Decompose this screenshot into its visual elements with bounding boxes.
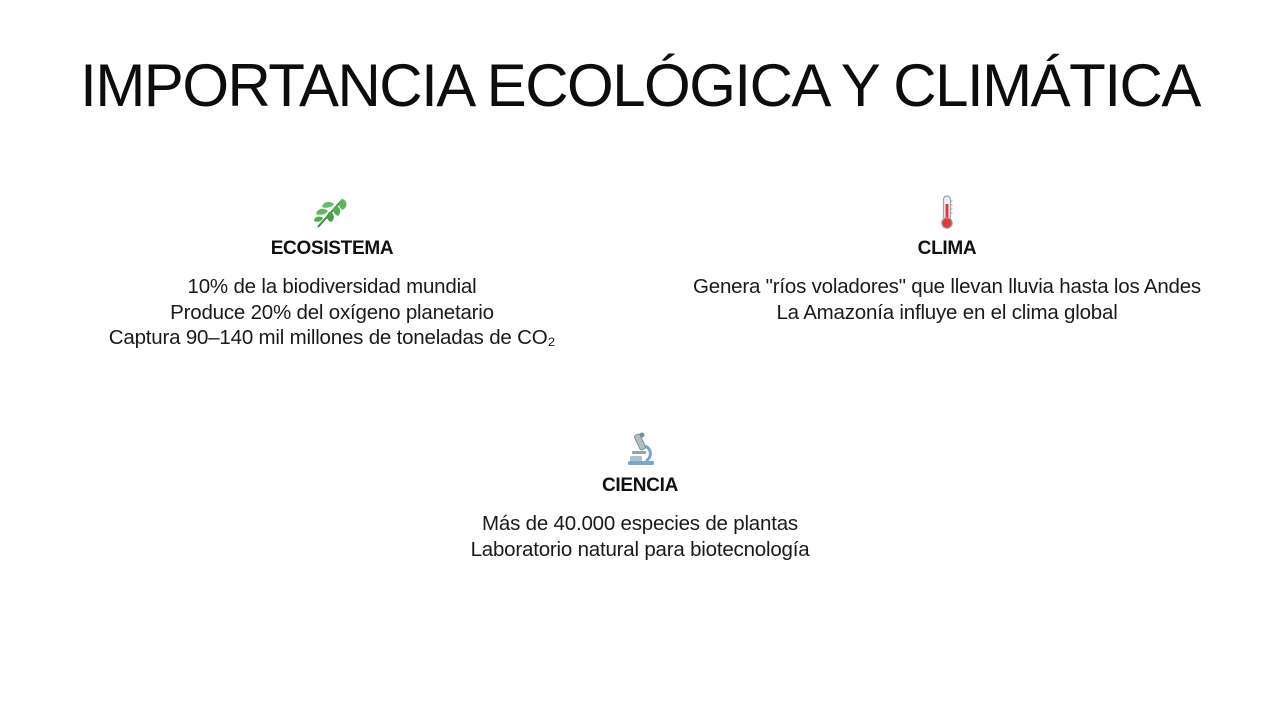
card-lines: [400, 511, 880, 562]
card-line: Más de 40.000 especies de plantas: [482, 512, 798, 535]
card-lines: [692, 274, 1202, 325]
card-line: Laboratorio natural para biotecnología: [470, 537, 810, 561]
card-ciencia: [400, 431, 880, 562]
herb-leaf-icon: [312, 194, 352, 230]
card-line: Captura 90–140 mil millones de toneladas de CO₂: [108, 326, 556, 349]
thermometer-icon: [927, 194, 967, 230]
card-clima: [692, 194, 1202, 325]
card-heading: ECOSISTEMA: [270, 238, 394, 259]
card-heading: CLIMA: [917, 238, 977, 259]
card-line: La Amazonía influye en el clima global: [776, 300, 1118, 324]
microscope-icon: [620, 431, 660, 467]
card-line: Produce 20% del oxígeno planetario: [170, 300, 494, 324]
card-ecosistema: [96, 194, 568, 351]
slide-title: IMPORTANCIA ECOLÓGICA Y CLIMÁTICA: [80, 52, 1200, 119]
card-line: 10% de la biodiversidad mundial: [187, 275, 477, 298]
card-lines: [96, 274, 568, 351]
card-line: Genera "ríos voladores" que llevan lluvia hasta los Andes: [693, 275, 1201, 298]
card-heading: CIENCIA: [601, 475, 678, 496]
